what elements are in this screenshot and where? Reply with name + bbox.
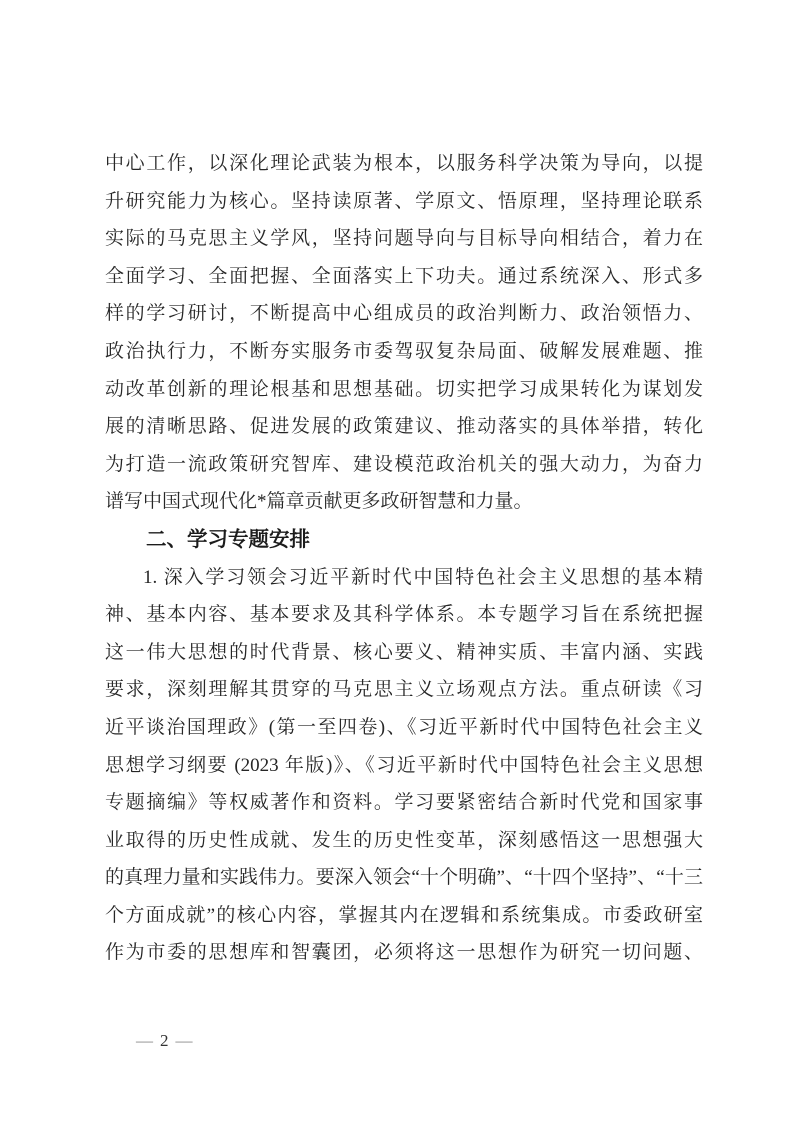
paragraph2-line: 思想学习纲要 (2023 年版)》、《习近平新时代中国特色社会主义思想 — [105, 754, 703, 776]
paragraph2-line: 神、基本内容、基本要求及其科学体系。本专题学习旨在系统把握 — [105, 604, 703, 626]
section-heading: 二、学习专题安排 — [146, 527, 310, 551]
paragraph1-line: 政治执行力，不断夯实服务市委驾驭复杂局面、破解发展难题、推 — [105, 340, 703, 362]
text-block — [105, 145, 703, 972]
paragraph2-line: 这一伟大思想的时代背景、核心要义、精神实质、丰富内涵、实践 — [105, 641, 703, 663]
paragraph1-line-last: 谱写中国式现代化*篇章贡献更多政研智慧和力量。 — [105, 491, 533, 513]
paragraph1-line: 动改革创新的理论根基和思想基础。切实把学习成果转化为谋划发 — [105, 378, 703, 400]
paragraph1-line: 升研究能力为核心。坚持读原著、学原文、悟原理，坚持理论联系 — [105, 190, 703, 212]
paragraph2-line: 业取得的历史性成就、发生的历史性变革，深刻感悟这一思想强大 — [105, 829, 703, 851]
paragraph2-line: 个方面成就”的核心内容，掌握其内在逻辑和系统集成。市委政研室 — [105, 904, 703, 926]
page-number-dash-right: — — [175, 1031, 194, 1050]
paragraph2-line: 专题摘编》等权威著作和资料。学习要紧密结合新时代党和国家事 — [105, 792, 703, 814]
paragraph2-line: 要求，深刻理解其贯穿的马克思主义立场观点方法。重点研读《习 — [105, 679, 703, 701]
page-number — [130, 1029, 200, 1053]
paragraph1-line: 样的学习研讨，不断提高中心组成员的政治判断力、政治领悟力、 — [105, 303, 703, 325]
paragraph2-line: 1. 深入学习领会习近平新时代中国特色社会主义思想的基本精 — [143, 566, 703, 588]
paragraph1-line: 为打造一流政策研究智库、建设模范政治机关的强大动力，为奋力 — [105, 453, 703, 475]
paragraph1-line: 中心工作，以深化理论武装为根本，以服务科学决策为导向，以提 — [105, 153, 703, 174]
paragraph1-line: 全面学习、全面把握、全面落实上下功夫。通过系统深入、形式多 — [105, 265, 703, 287]
page-number-dash-left: — — [136, 1031, 154, 1050]
paragraph2-line: 近平谈治国理政》(第一至四卷)、《习近平新时代中国特色社会主义 — [105, 716, 703, 738]
paragraph1-line: 实际的马克思主义学风，坚持问题导向与目标导向相结合，着力在 — [105, 228, 703, 250]
page-number-value: 2 — [160, 1031, 170, 1050]
paragraph1-line: 展的清晰思路、促进发展的政策建议、推动落实的具体举措，转化 — [105, 416, 703, 438]
paragraph2-line: 作为市委的思想库和智囊团，必须将这一思想作为研究一切问题、 — [105, 942, 703, 964]
paragraph2-line: 的真理力量和实践伟力。要深入领会“十个明确”、“十四个坚持”、“十三 — [105, 867, 703, 889]
